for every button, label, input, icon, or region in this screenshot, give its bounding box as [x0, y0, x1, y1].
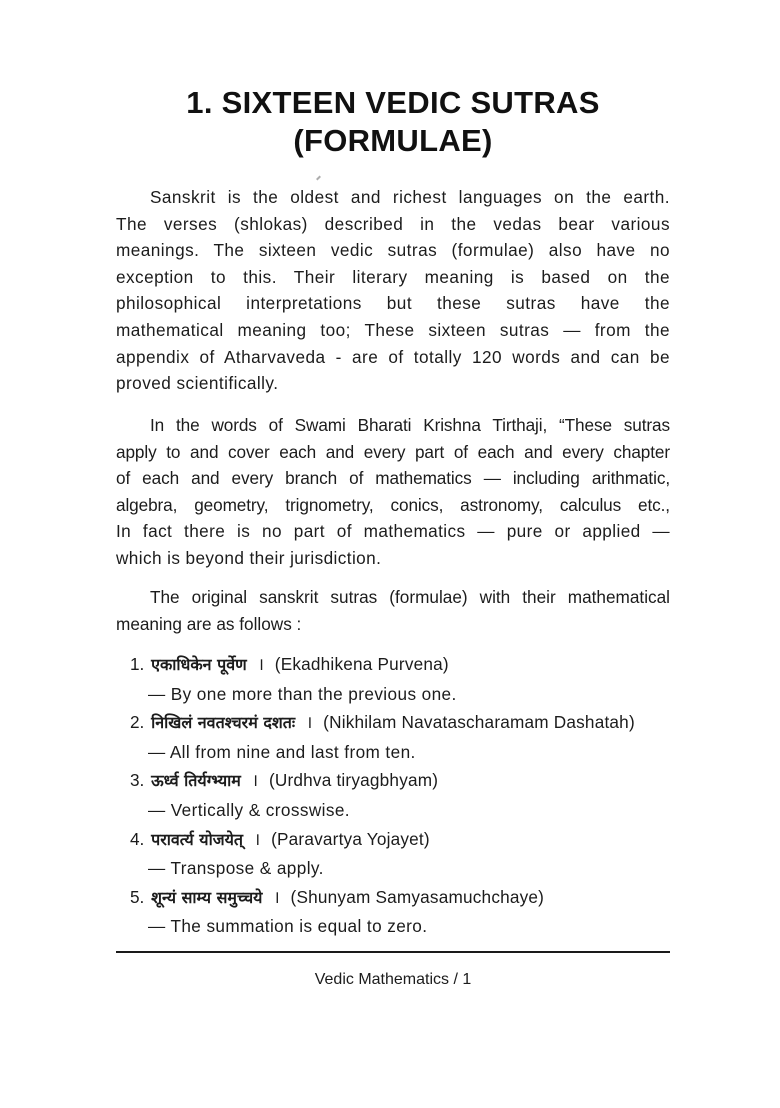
- sutra-meaning: — Vertically & crosswise.: [148, 799, 350, 820]
- sutra-heading: [130, 883, 670, 913]
- sutra-heading: [130, 766, 670, 796]
- sutra-item: [130, 650, 670, 708]
- sutra-number: 3.: [130, 770, 145, 791]
- text-line: exception to this. Their literary meaning is based on the: [116, 266, 670, 287]
- print-speck: [316, 176, 321, 181]
- quote-paragraph: [116, 412, 670, 572]
- chapter-title-line-1: 1. SIXTEEN VEDIC SUTRAS: [186, 85, 600, 120]
- sutra-heading: [130, 708, 670, 738]
- danda-mark: ।: [257, 654, 264, 674]
- sutra-item: [130, 708, 670, 766]
- text-line: which is beyond their jurisdiction.: [116, 547, 382, 568]
- text-line: appendix of Atharvaveda - are of totally 120 words and can be: [116, 346, 670, 367]
- text-line: proved scientifically.: [116, 373, 279, 394]
- sutra-meaning: — Transpose & apply.: [148, 858, 324, 879]
- sutra-number: 5.: [130, 886, 145, 907]
- list-intro-paragraph: [116, 584, 670, 637]
- text-line: mathematical meaning too; These sixteen sutras — from the: [116, 319, 670, 340]
- sutra-number: 4.: [130, 828, 145, 849]
- sutra-heading: [130, 825, 670, 855]
- sutra-heading: [130, 650, 670, 680]
- sutra-number: 1.: [130, 654, 145, 674]
- sutra-number: 2.: [130, 712, 145, 733]
- text-line: of each and every branch of mathematics — including arithmatic,: [116, 468, 670, 489]
- sutra-transliteration: (Ekadhikena Purvena): [274, 654, 449, 674]
- text-line: Sanskrit is the oldest and richest languages on the earth.: [150, 187, 670, 207]
- sutra-sanskrit: निखिलं नवतश्चरमं दशतः: [151, 713, 296, 733]
- sutra-item: [130, 825, 670, 883]
- sutra-sanskrit: एकाधिकेन पूर्वेण: [151, 655, 247, 674]
- chapter-title-line-2: (FORMULAE): [293, 123, 493, 158]
- chapter-title: [116, 84, 670, 160]
- sutra-list: [130, 650, 670, 941]
- sutra-transliteration: (Paravartya Yojayet): [271, 828, 430, 849]
- sutra-item: [130, 766, 670, 824]
- sutra-transliteration: (Nikhilam Navatascharamam Dashatah): [323, 712, 635, 733]
- text-line: meanings. The sixteen vedic sutras (formulae) also have no: [116, 240, 670, 261]
- danda-mark: ।: [305, 712, 313, 733]
- text-line: meaning are as follows :: [116, 613, 302, 634]
- text-line: The original sanskrit sutras (formulae) with their mathematical: [150, 587, 670, 607]
- text-line: The verses (shlokas) described in the vedas bear various: [116, 213, 670, 234]
- text-line: philosophical interpretations but these sutras have the: [116, 293, 670, 314]
- sutra-meaning: — All from nine and last from ten.: [148, 741, 416, 762]
- sutra-transliteration: (Shunyam Samyasamuchchaye): [290, 886, 545, 907]
- text-line: apply to and cover each and every part of each and every chapter: [116, 441, 670, 462]
- sutra-item: [130, 883, 670, 941]
- footer-divider: [116, 951, 670, 953]
- danda-mark: ।: [251, 770, 259, 791]
- text-line: In fact there is no part of mathematics — pure or applied —: [116, 521, 670, 542]
- sutra-meaning: — By one more than the previous one.: [148, 683, 457, 704]
- sutra-sanskrit: परावर्त्य योजयेत्: [151, 829, 243, 849]
- page-footer: Vedic Mathematics / 1: [314, 971, 472, 988]
- sutra-sanskrit: शून्यं साम्य समुच्चये: [151, 887, 263, 907]
- danda-mark: ।: [253, 828, 261, 849]
- sutra-transliteration: (Urdhva tiryagbhyam): [268, 770, 439, 791]
- text-line: In the words of Swami Bharati Krishna Tirthaji, “These sutras: [150, 415, 670, 435]
- danda-mark: ।: [273, 886, 280, 907]
- sutra-sanskrit: ऊर्ध्व तिर्यग्भ्याम: [151, 771, 241, 791]
- sutra-meaning: — The summation is equal to zero.: [148, 916, 428, 937]
- text-line: algebra, geometry, trignometry, conics, astronomy, calculus etc.,: [116, 494, 670, 515]
- intro-paragraph: [116, 184, 670, 397]
